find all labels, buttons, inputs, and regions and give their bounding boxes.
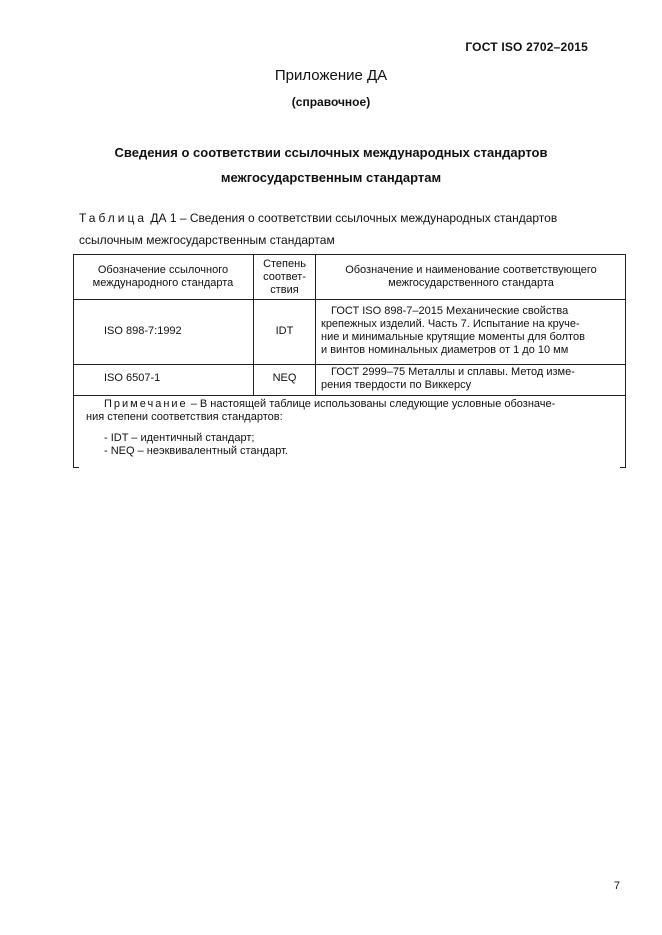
table-caption-line-2: ссылочным межгосударственным стандартам [79,233,335,247]
note-item-neq: - NEQ – неэквивалентный стандарт. [104,445,288,457]
table-caption [79,207,624,251]
row-1-standard: ГОСТ ISO 898-7–2015 Механические свойства крепежных изделий. Часть 7. Испытание на круче- ние и минимальные крутящие моменты для болтов и винтов номинальных диаметров от 1 до 10 мм [321,305,585,356]
row-divider [73,364,626,365]
note-text: – В настоящей таблице использованы следующие условные обозначе- [187,398,556,410]
annex-title: Приложение ДА [274,67,388,84]
section-title-line-1: Сведения о соответствии ссылочных международных стандартов [114,145,548,160]
page-number: 7 [613,880,620,892]
table-caption-lead: Таблица [79,211,148,225]
header-degree: Степень соответ- ствия [263,258,306,296]
annex-subtitle: (справочное) [291,95,371,109]
note-divider [73,395,626,396]
section-title [0,140,662,190]
header-interstate-standard: Обозначение и наименование соответствующего межгосударственного стандарта [345,264,597,289]
row-1-reference: ISO 898-7:1992 [104,325,182,337]
row-2-standard: ГОСТ 2999–75 Металлы и сплавы. Метод изме- рения твердости по Виккерсу [321,366,575,391]
table-note [86,398,616,458]
note-item-idt: - IDT – идентичный стандарт; [104,432,255,444]
note-lead: Примечание [104,398,188,410]
document-code: ГОСТ ISO 2702–2015 [465,40,588,54]
row-1-degree: IDT [275,325,294,337]
row-2-reference: ISO 6507-1 [104,372,161,384]
table-caption-text: ДА 1 – Сведения о соответствии ссылочных международных стандартов [147,211,558,225]
note-line-2: ния степени соответствия стандартов: [86,411,283,423]
section-title-line-2: межгосударственным стандартам [220,170,442,185]
row-2-degree: NEQ [272,372,297,384]
table-top-border [73,254,626,255]
header-divider [73,299,626,300]
header-reference-standard: Обозначение ссылочного международного стандарта [92,264,234,289]
